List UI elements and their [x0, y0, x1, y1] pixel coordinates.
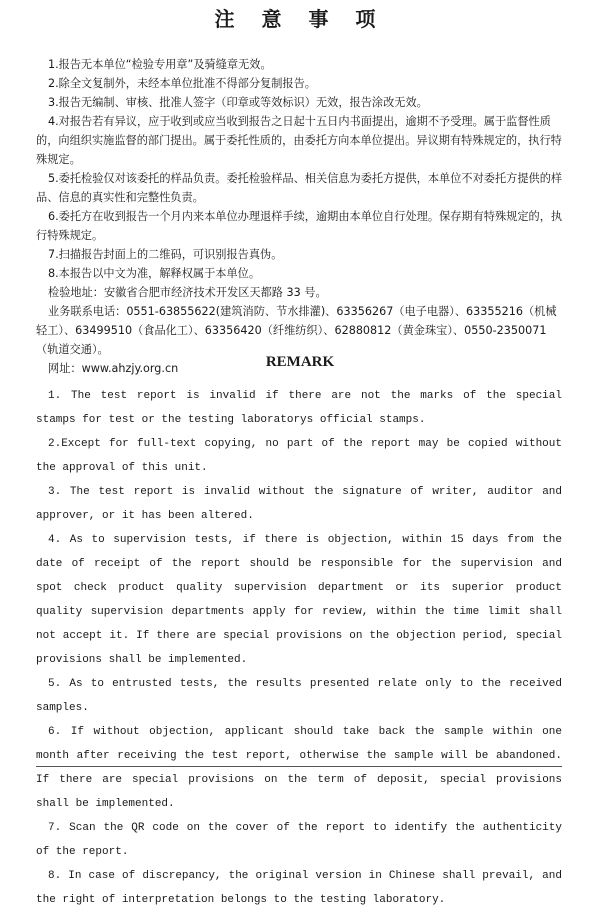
- website-line: 网址：www.ahzjy.org.cn: [48, 362, 179, 375]
- note-en-6: 6. If without objection, applicant should take back the sample within one month after receiving the test report, otherwise the sample will be abandoned. If there are special provisions on the term of deposit, special provisions shall be implemented.: [36, 726, 562, 810]
- note-cn-1: 1.报告无本单位“检验专用章”及骑缝章无效。: [48, 58, 272, 71]
- note-cn-5: 5.委托检验仅对该委托的样品负责。委托检验样品、相关信息为委托方提供，本单位不对委托方提供的样品、信息的真实性和完整性负责。: [36, 172, 563, 204]
- notes-cn-section: [36, 55, 566, 378]
- note-cn-2: 2.除全文复制外，未经本单位批准不得部分复制报告。: [48, 77, 316, 90]
- address-line: 检验地址：安徽省合肥市经济技术开发区天都路 33 号。: [48, 286, 327, 299]
- note-en-8: 8. In case of discrepancy, the original version in Chinese shall prevail, and the right of interpretation belongs to the testing laboratory.: [36, 870, 562, 906]
- note-cn-7: 7.扫描报告封面上的二维码，可识别报告真伪。: [48, 248, 283, 261]
- note-cn-8: 8.本报告以中文为准，解释权属于本单位。: [48, 267, 261, 280]
- note-cn-4: 4.对报告若有异议，应于收到或应当收到报告之日起十五日内书面提出，逾期不予受理。属于监督性质的，向组织实施监督的部门提出。属于委托性质的，由委托方向本单位提出。异议期有特殊规定的，执行特殊规定。: [36, 115, 562, 166]
- note-cn-6: 6.委托方在收到报告一个月内来本单位办理退样手续，逾期由本单位自行处理。保存期有特殊规定的，执行特殊规定。: [36, 210, 563, 242]
- phone-line: 业务联系电话：0551-63855622(建筑消防、节水排灌)、63356267（电子电器）、63355216（机械轻工）、63499510（食品化工）、63356420（纤维纺织）、62880812（黄金珠宝）、0550-2350071（轨道交通）。: [36, 305, 557, 356]
- note-en-4: 4. As to supervision tests, if there is objection, within 15 days from the date of receipt of the report should be responsible for the supervision and spot check product quality supervision department or its superior product quality supervision departments apply for review, within the time limit shall not accept it. If there are special provisions on the objection period, special provisions shall be implemented.: [36, 534, 562, 666]
- divider-line: [36, 766, 562, 767]
- note-en-3: 3. The test report is invalid without the signature of writer, auditor and approver, or it has been altered.: [36, 486, 562, 522]
- note-en-5: 5. As to entrusted tests, the results presented relate only to the received samples.: [36, 678, 562, 714]
- page-title-cn: 注 意 事 项: [214, 7, 386, 31]
- remark-heading: REMARK: [265, 354, 335, 370]
- note-cn-3: 3.报告无编制、审核、批准人签字（印章或等效标识）无效，报告涂改无效。: [48, 96, 428, 109]
- notes-en-section: [36, 384, 562, 912]
- note-en-2: 2.Except for full-text copying, no part of the report may be copied without the approval of this unit.: [36, 438, 562, 474]
- note-en-1: 1. The test report is invalid if there are not the marks of the special stamps for test or the testing laboratorys official stamps.: [36, 390, 562, 426]
- note-en-7: 7. Scan the QR code on the cover of the report to identify the authenticity of the report.: [36, 822, 562, 858]
